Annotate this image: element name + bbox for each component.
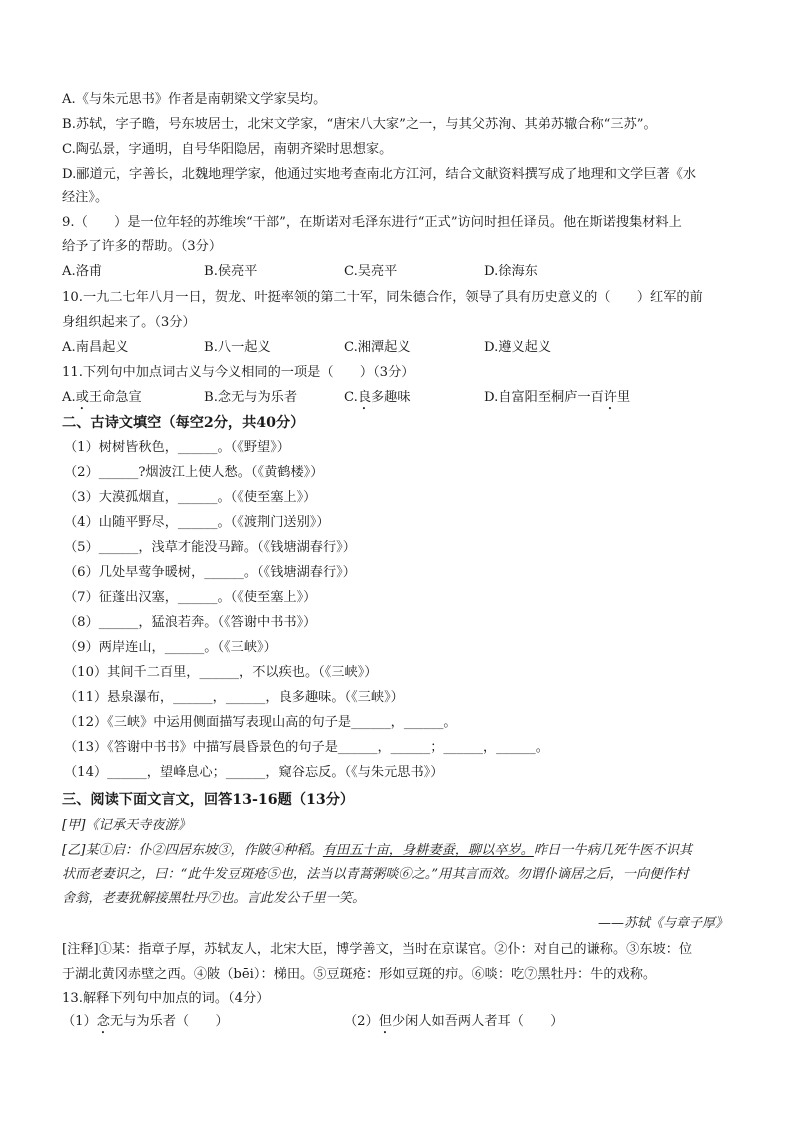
q11-option-c[interactable]	[344, 388, 411, 413]
passage-yi-line1	[62, 841, 734, 861]
q13-item2-rest: 少闲人如吾两人者耳（ ）	[391, 1014, 564, 1029]
q8-option-c: C.陶弘景，字通明，自号华阳隐居，南朝齐梁时思想家。	[62, 142, 393, 157]
q8-option-d-line2: 经注》。	[62, 190, 109, 205]
q11-option-b[interactable]	[204, 388, 297, 408]
q10-stem-line2: 身组织起来了。（3分）	[62, 315, 196, 330]
fill-in-item[interactable]: （11）悬泉瀑布，______，______，良多趣味。（《三峡》）	[64, 690, 404, 705]
passage-yi-line1-end: 昨日一牛病几死牛医不识其	[533, 843, 693, 858]
fill-in-item[interactable]: （13）《答谢中书书》中描写晨昏景色的句子是______，______；______，______。	[64, 740, 549, 755]
q11-b-text: B.念无与为乐者	[204, 390, 298, 405]
q10-option-c[interactable]: C.湘潭起义	[344, 340, 411, 355]
q13-item1-number: （1）	[62, 1014, 97, 1029]
fill-in-item[interactable]: （5）______，浅草才能没马蹄。（《钱塘湖春行》）	[64, 540, 356, 555]
q11-a-prefix: A.	[62, 390, 76, 405]
notes-line1: [注释]①某：指章子厚，苏轼友人，北宋大臣，博学善文，当时在京谋官。②仆：对自己的谦称。③东坡：位	[62, 942, 693, 957]
passage-yi-line1-start: [乙]某①启：仆②四居东坡③，作陂④种稻。	[62, 843, 323, 858]
q13-item2[interactable]	[344, 1012, 563, 1037]
q13-item1-rest: 无与为乐者（ ）	[109, 1014, 229, 1029]
fill-in-item[interactable]: （2）______?烟波江上使人愁。（《黄鹤楼》）	[64, 465, 324, 480]
fill-in-item[interactable]: （9）两岸连山，______。（《三峡》）	[64, 640, 277, 655]
q11-stem: 11.下列句中加点词古义与今义相同的一项是（ ）（3分）	[62, 365, 415, 380]
q13-item2-dotted-word: 但	[378, 1014, 392, 1029]
q11-d-dotted-word: 许	[603, 390, 617, 405]
fill-in-item[interactable]: （10）其间千二百里，______，不以疾也。（《三峡》）	[64, 665, 378, 680]
q11-a-rest: 王命急宣	[88, 390, 142, 405]
fill-in-item[interactable]: （3）大漠孤烟直，______。（《使至塞上》）	[64, 490, 317, 505]
q9-option-b[interactable]: B.侯亮平	[204, 264, 258, 279]
passage-jia-title: [甲]《记承天寺夜游》	[62, 818, 191, 833]
q13-item1[interactable]	[62, 1012, 229, 1037]
passage-yi-underlined-sentence: 有田五十亩，身耕妻蚕，聊以卒岁。	[322, 843, 534, 858]
passage-signature: ——苏轼《与章子厚》	[597, 916, 728, 931]
fill-in-item[interactable]: （1）树树皆秋色，______。（《野望》）	[64, 440, 290, 455]
passage-yi-line2: 状而老妻识之，曰：“此牛发豆斑疮⑤也，法当以青蒿粥啖⑥之。”用其言而效。勿谓仆谪居之后，一向便作村	[62, 867, 689, 882]
q13-item1-dotted-word: 念	[96, 1014, 110, 1029]
q11-c-dotted-word: 良	[357, 390, 371, 405]
q10-option-b[interactable]: B.八一起义	[204, 340, 271, 355]
fill-in-item[interactable]: （6）几处早莺争暖树，______。（《钱塘湖春行》）	[64, 565, 356, 580]
q13-item2-number: （2）	[344, 1014, 379, 1029]
passage-yi-line3: 舍翁，老妻犹解接黑牡丹⑦也。言此发公千里一笑。	[62, 891, 366, 906]
fill-in-item[interactable]: （8）______，猛浪若奔。（《答谢中书书》）	[64, 615, 317, 630]
q10-options	[62, 338, 742, 358]
q11-a-dotted-word: 或	[75, 390, 89, 405]
q10-option-a[interactable]: A.南昌起义	[62, 340, 129, 355]
section2-title: 二、古诗文填空（每空2分，共40分）	[62, 415, 305, 431]
q9-options	[62, 262, 742, 282]
q9-option-a[interactable]: A.洛甫	[62, 264, 103, 279]
q8-option-b: B.苏轼，字子瞻，号东坡居士，北宋文学家，“唐宋八大家”之一，与其父苏洵、其弟苏辙合称“三苏”。	[62, 117, 657, 132]
section3-title: 三、阅读下面文言文，回答13-16题（13分）	[62, 792, 355, 808]
q9-option-c[interactable]: C.吴亮平	[344, 264, 398, 279]
q9-stem-line2: 给予了许多的帮助。（3分）	[62, 239, 223, 254]
q11-c-rest: 多趣味	[371, 390, 411, 405]
q11-d-prefix: D.自富阳至桐庐一百	[484, 390, 604, 405]
q11-options	[62, 388, 742, 408]
fill-in-item[interactable]: （4）山随平野尽，______。（《渡荆门送别》）	[64, 515, 330, 530]
fill-in-item[interactable]: （7）征蓬出汉塞，______。（《使至塞上》）	[64, 590, 317, 605]
fill-in-item[interactable]: （12）《三峡》中运用侧面描写表现山高的句子是______，______。	[64, 715, 457, 730]
q11-option-a[interactable]	[62, 388, 142, 413]
notes-line2: 于湖北黄冈赤壁之西。④陂（bēi）：梯田。⑤豆斑疮：形如豆斑的疖。⑥啖：吃⑦黑牡丹：牛的戏称。	[62, 967, 657, 982]
q9-option-d[interactable]: D.徐海东	[484, 264, 538, 279]
q11-c-prefix: C.	[344, 390, 358, 405]
q8-option-d-line1: D.郦道元，字善长，北魏地理学家，他通过实地考查南北方江河，结合文献资料撰写成了地理和文学巨著《水	[62, 167, 697, 182]
q10-stem-line1: 10.一九二七年八月一日，贺龙、叶挺率领的第二十军，同朱德合作，领导了具有历史意义的（ ）红军的前	[62, 290, 703, 305]
q8-option-a: A.《与朱元思书》作者是南朝梁文学家吴均。	[62, 92, 327, 107]
fill-in-item[interactable]: （14）______，望峰息心；______，窥谷忘反。（《与朱元思书》）	[64, 765, 444, 780]
q9-stem-line1: 9.（ ）是一位年轻的苏维埃“干部”，在斯诺对毛泽东进行“正式”访问时担任译员。他在斯诺搜集材料上	[62, 215, 682, 230]
q11-option-d[interactable]	[484, 388, 630, 413]
q11-d-rest: 里	[616, 390, 631, 405]
q13-stem: 13.解释下列句中加点的词。（4分）	[62, 991, 270, 1006]
q10-option-d[interactable]: D.遵义起义	[484, 340, 552, 355]
